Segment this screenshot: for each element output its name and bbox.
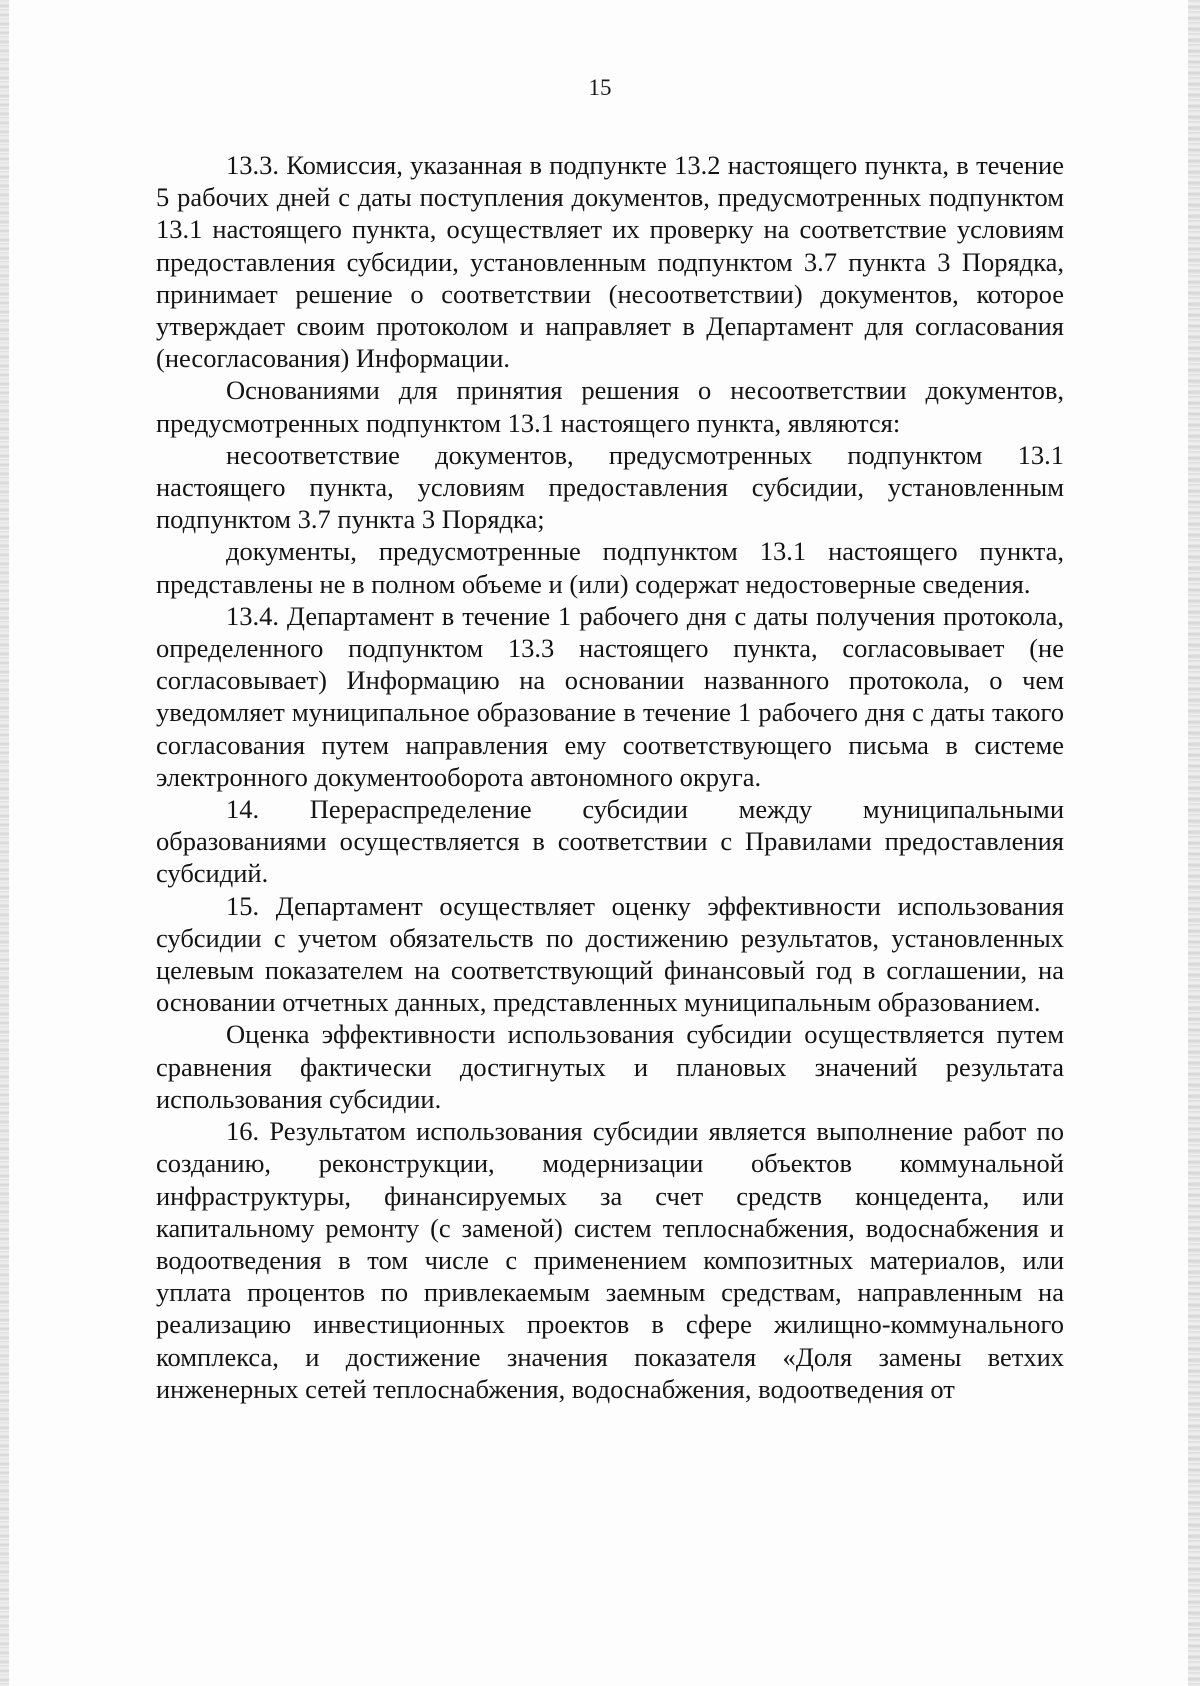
paragraph-14: 14. Перераспределение субсидии между муниципальными образованиями осуществляется в соответствии с Правилами предоставления субсидий. [156,794,1064,889]
paragraph-13-3: 13.3. Комиссия, указанная в подпункте 13.2 настоящего пункта, в течение 5 рабочих дней с даты поступления документов, предусмотренных подпунктом 13.1 настоящего пункта, осуществляет их проверку на соответствие условиям предоставления субсидии, установленным подпунктом 3.7 пункта 3 Порядка, принимает решение о соответствии (несоответствии) документов, которое утверждает своим протоколом и направляет в Департамент для согласования (несогласования) Информации. [156,150,1064,374]
paragraph-16: 16. Результатом использования субсидии является выполнение работ по созданию, реконструкции, модернизации объектов коммунальной инфраструктуры, финансируемых за счет средств концедента, или капитальному ремонту (с заменой) систем теплоснабжения, водоснабжения и водоотведения в том числе с применением композитных материалов, или уплата процентов по привлекаемым заемным средствам, направленным на реализацию инвестиционных проектов в сфере жилищно-коммунального комплекса, и достижение значения показателя «Доля замены ветхих инженерных сетей теплоснабжения, водоснабжения, водоотведения от [156,1116,1064,1404]
paragraph-ground-1: несоответствие документов, предусмотренных подпунктом 13.1 настоящего пункта, условиям предоставления субсидии, установленным подпунктом 3.7 пункта 3 Порядка; [156,439,1064,535]
paragraph-13-4: 13.4. Департамент в течение 1 рабочего дня с даты получения протокола, определенного подпунктом 13.3 настоящего пункта, согласовывает (не согласовывает) Информацию на основании названного протокола, о чем уведомляет муниципальное образование в течение 1 рабочего дня с даты такого согласования путем направления ему соответствующего письма в системе электронного документооборота автономного округа. [156,600,1064,792]
document-body [156,149,1064,1405]
scan-edge-left [0,0,9,1686]
page-number: 15 [588,75,612,100]
paragraph-ground-2: документы, предусмотренные подпунктом 13.1 настоящего пункта, представлены не в полном объеме и (или) содержат недостоверные сведения. [156,536,1064,599]
scan-edge-right [1188,0,1200,1686]
paragraph-15: 15. Департамент осуществляет оценку эффективности использования субсидии с учетом обязательств по достижению результатов, установленных целевым показателем на соответствующий финансовый год в соглашении, на основании отчетных данных, представленных муниципальным образованием. [156,890,1064,1018]
paragraph-evaluation: Оценка эффективности использования субсидии осуществляется путем сравнения фактически достигнутых и плановых значений результата использования субсидии. [156,1019,1064,1114]
paragraph-grounds: Основаниями для принятия решения о несоответствии документов, предусмотренных подпунктом 13.1 настоящего пункта, являются: [156,375,1064,438]
